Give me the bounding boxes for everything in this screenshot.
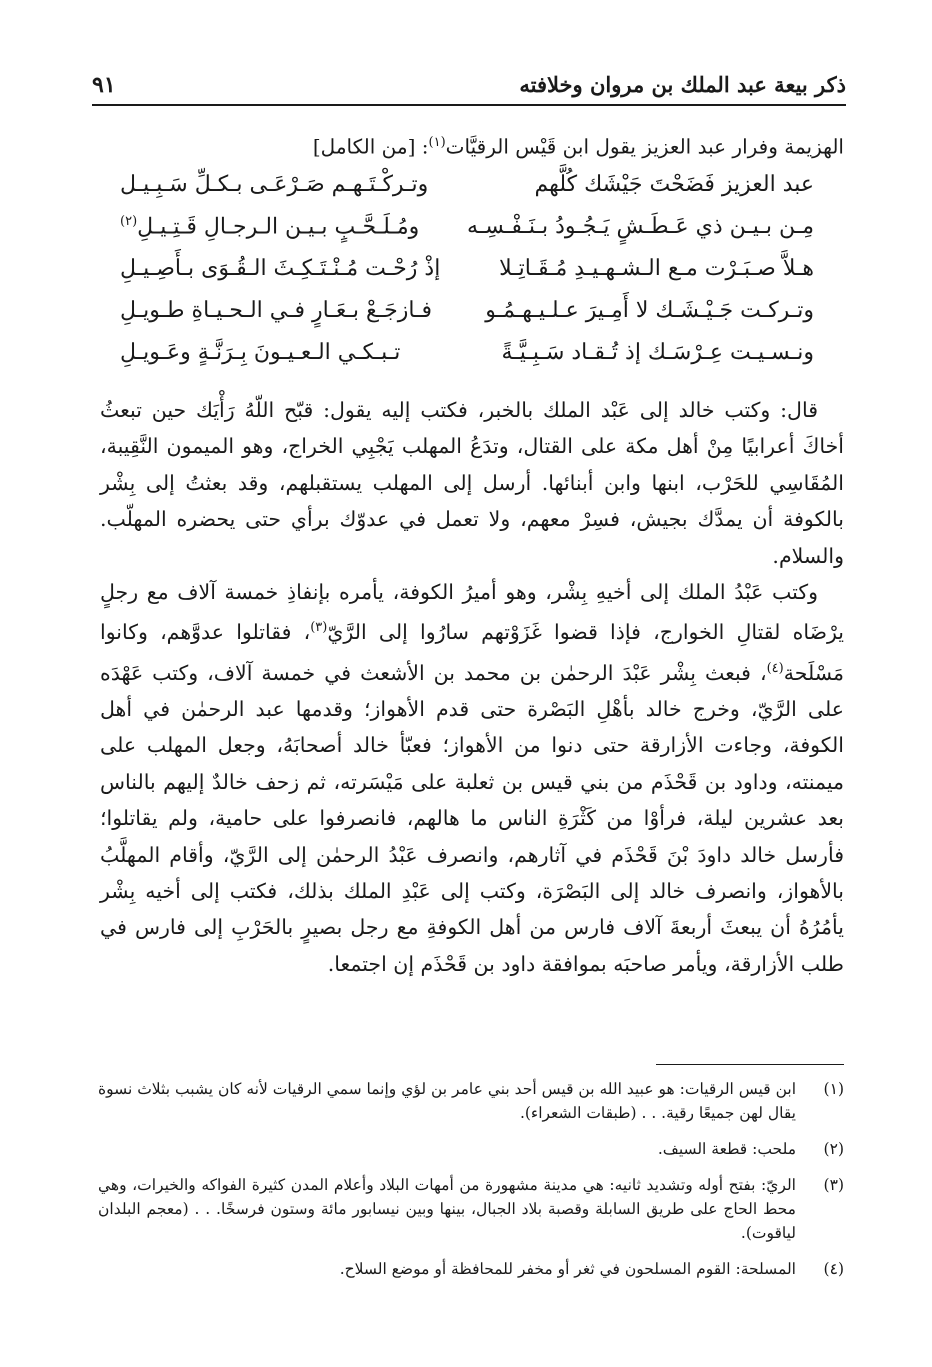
footnotes — [98, 1077, 844, 1293]
body-text — [100, 392, 844, 982]
poem — [120, 172, 814, 382]
paragraph — [100, 574, 844, 982]
verse-text: ومُـلَـحَّـبٍ بـيـن الـرجـالِ قَـتِـيـلِ — [137, 214, 420, 240]
footnote-mark: (١) — [428, 135, 446, 150]
footnote-text: الريّ: بفتح أوله وتشديد ثانيه: هي مدينة مشهورة من أمهات البلاد وأعلام المدن كثيرة الفواكه والخيرات، وهي محط الحاج على طريق السابلة وقصبة بلاد الجبال، بينها وبين نيسابور مائة وستون فرسخًا. . . (معجم البلدان لياقوت). — [98, 1176, 796, 1242]
paragraph-text: ، فقاتلوا عدوَّهم، وكانوا مَسْلَحة — [100, 620, 844, 685]
verse-first-hemistich: وتـركـت جَـيْـشَـك لا أَمِـيرَ عـلـيـهـمُـو — [485, 298, 814, 323]
footnote-text: المسلحة: القوم المسلحون في ثغر أو مخفر للمحافظة أو موضع السلاح. — [339, 1260, 796, 1278]
poem-verse — [120, 172, 814, 214]
poem-verse — [120, 256, 814, 298]
footnote — [98, 1077, 844, 1125]
footnote-mark: (٤) — [766, 660, 784, 676]
paragraph: قال: وكتب خالد إلى عَبْد الملك بالخبر، فكتب إليه يقول: قبّح اللّهُ رَأْيَك حين تبعثُ أخاكَ أعرابيًا مِنْ أهل مكة على القتال، وتدَعُ المهلب يَجْبِي الخراج، وهو الميمون النَّقِيبة، المُقَاسِي للحَرْب، ابنها وابن أبنائها. أرسل إلى المهلب يستقبلهم، وقد بعثتُ إلى بِشْر بالكوفة أن يمدَّك بجيش، فسِرْ معهم، ولا تعمل في عدوّك برأي حتى يحضره المهلّب. والسلام. — [100, 398, 844, 568]
footnote — [98, 1173, 844, 1245]
poem-verse — [120, 298, 814, 340]
poem-verse — [120, 214, 814, 256]
paragraph-text: وكتب عَبْدُ الملك إلى أخيهِ بِشْر، وهو أميرُ الكوفة، يأمره بإنفاذِ خمسة آلاف مع رجلٍ يرْضَاه لقتالِ الخوارج، فإذا قضوا غَزَوْتهم سارُوا إلى الرَّيّ — [100, 580, 845, 645]
verse-second-hemistich: تـبـكـي الـعـيـونَ بِـرَنَّـةٍ وعَـويـلِ — [120, 340, 401, 365]
footnote-number: (١) — [823, 1080, 844, 1098]
verse-first-hemistich: ونـسـيـت عِـرْسَـك إذ تُـقـاد سَـبِـيَّـةً — [501, 340, 814, 365]
verse-second-hemistich: وتـركْـتَـهـم صَـرْعَـى بـكـلِّ سَـبِـيـل — [120, 172, 429, 197]
verse-first-hemistich: مِـن بـيـن ذي عَـطَـشٍ يَـجُـودُ بـنَـفْـسِـه — [467, 214, 814, 239]
footnote-number: (٣) — [823, 1176, 844, 1194]
running-header — [92, 70, 846, 106]
intro-line — [100, 128, 844, 162]
header-title: ذكر بيعة عبد الملك بن مروان وخلافته — [519, 72, 846, 97]
footnote-mark: (٢) — [120, 214, 138, 229]
footnote-mark: (٣) — [310, 620, 328, 636]
paragraph-text: ، فبعث بِشْر عَبْدَ الرحمٰن بن محمد بن الأشعث في خمسة آلاف، وكتب عَهْدَه على الرَّيّ، وخرج خالد بأهْلِ البَصْرة حتى قدم الأهواز؛ وقدمها عبد الرحمٰن في أهل الكوفة، وجاءت الأزارقة حتى دنوا من الأهواز؛ فعبّأ خالد أصحابَهُ، وجعل المهلب على ميمنته، وداود بن قَحْذَم من بني قيس بن ثعلبة على مَيْسَرته، ثم زحف خالدٌ إليهم بالناس بعد عشرين ليلة، فرأوْا من كَثْرَةِ الناس ما هالهم، فانصرفوا على حامية، ولم يقاتلوا؛ فأرسل خالد داودَ بْنَ قَحْذَم في آثارهم، وانصرف عَبْدُ الرحمٰن إلى الرَّيّ، وأقام المهلَّبُ بالأهواز، وانصرف خالد إلى البَصْرَة، وكتب إلى عَبْدِ الملك بذلك، فكتب إلى أخيه بِشْر يأمُرُهُ أن يبعثَ أربعةَ آلاف فارس من أهل الكوفةِ مع رجل بصيرٍ بالحَرْبِ إلى فارس في طلب الأزارقة، ويأمر صاحبَه بموافقة داود بن قَحْذَم إن اجتمعا. — [100, 660, 844, 976]
verse-first-hemistich: هـلاَّ صـبَـرْت مـع الـشـهـيـدِ مُـقَـاتِـلا — [499, 256, 814, 281]
verse-second-hemistich — [120, 214, 419, 239]
footnote — [98, 1137, 844, 1161]
footnote-divider — [656, 1064, 844, 1065]
footnote-text: ابن قيس الرقيات: هو عبيد الله بن قيس أحد بني عامر بن لؤي وإنما سمي الرقيات لأنه كان يشبب بثلاث نسوة يقال لهن جميعًا رقية. . . (طبقات الشعراء). — [98, 1080, 796, 1122]
footnote-text: ملحب: قطعة السيف. — [657, 1140, 796, 1158]
footnote — [98, 1257, 844, 1281]
verse-second-hemistich: إذْ رُحْـت مُـنْـتَـكِـثَ الـقُـوَى بـأَصِـيـلِ — [120, 256, 441, 281]
poem-verse — [120, 340, 814, 382]
meter-label: : [من الكامل] — [312, 134, 429, 159]
footnote-number: (٢) — [823, 1140, 844, 1158]
verse-second-hemistich: فـازجَـعْ بـعَـارٍ فـي الـحـيـاةِ طـويـلِ — [120, 298, 433, 323]
verse-first-hemistich: عبد العزيز فَضَحْتَ جَيْشَك كُلَّهم — [534, 172, 814, 197]
page-number: ٩١ — [92, 72, 116, 98]
footnote-number: (٤) — [823, 1260, 844, 1278]
intro-text: الهزيمة وفرار عبد العزيز يقول ابن قَيْس الرقيَّات — [445, 134, 844, 159]
